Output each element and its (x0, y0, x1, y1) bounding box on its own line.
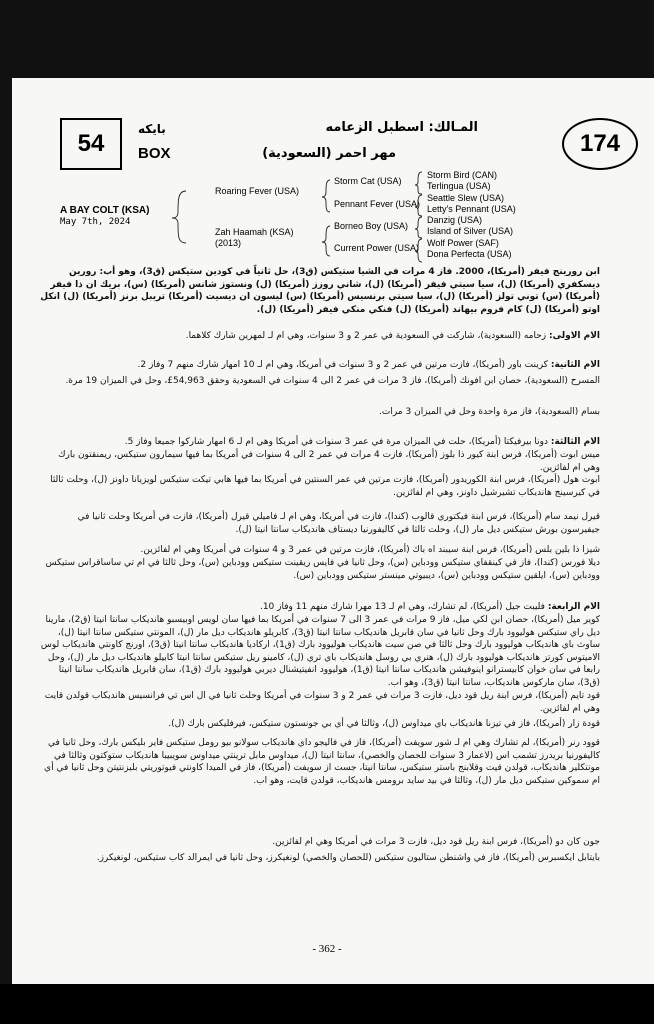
pedigree-g3-4: Letty's Pennant (USA) (427, 204, 516, 214)
pedigree-dam-dam: Current Power (USA) (334, 243, 420, 253)
pedigree-g3-1: Storm Bird (CAN) (427, 170, 498, 180)
box-label: BOX (138, 145, 171, 162)
pedigree-g3-3: Seattle Slew (USA) (427, 193, 505, 203)
third-dam-text: دونا بيرفيكتا (أمريكا)، حلت في الميزان مرة في عمر 3 سنوات في أمريكا وهي ام لـ 6 امهار شاركوا جميعا وفاز 5. (124, 437, 548, 447)
fourth-dam-produce-6: بايتابل ايكسبرس (أمريكا)، فاز في واشنطن ستاليون ستيكس (للحصان والخصي) لونغيكرز، وحل ثانيا في ايمرالد كاب ستيكس، لونغيكرز. (96, 853, 600, 863)
second-dam-produce-1: المسرح (السعودية)، حصان ابن افونك (أمريكا)، فاز 3 مرات في عمر 2 الى 4 سنوات في السعودية وحقق 54,963£، وحل في الميزان 19 مرة. (65, 376, 600, 386)
pedigree-g3-5: Danzig (USA) (427, 215, 483, 225)
second-dam-heading: الام الثانية: (550, 360, 600, 370)
pedigree-sire-dam: Pennant Fever (USA) (334, 199, 421, 209)
fourth-dam-produce-1: كوير ميل (أمريكا)، حصان ابن لكي ميل، فاز 9 مرات في عمر 3 الى 7 سنوات في أمريكا بما فيها سان لويس اوبيسبو هانديكاب سانتا انيتا (ق2)، مارينا ديل راي ستيكس هوليوود بارك وحل ثانيا في سان قابريل هانديكاب سانتا انيتا (ق3)، كابريلو هانديكاب ديل مار (ل)، المونتي ستيكس سانتا انيتا (ل)، ساوث باي هانديكاب هوليوود بارك وحل ثالثا في صن سيت هانديكاب هوليوود بارك (ق1)، اركاديا هانديكاب سانتا انيتا (ق3)، اورنج كاونتي هانديكاب لوس الاميتوس كورتز هانديكاب هوليوود بارك (ل)، هنري بي روسل هانديكاب باي تري (ل)، كامينو ريل ستيكس سانتا انيتا كابيلو هانديكاب ديل مار (ل)، وحل رابعا في سان خوان كابيسترانو اينوفيشن هانديكاب سانتا انيتا (ق1)، هوليوود انفيتيشنال ديربي هوليوود بارك (ق1)، سان قابريل هانديكاب سانتا انيتا (ق3)، سان ماركوس هانديكاب، سانتا انيتا (ق3)، وهو اب. (40, 615, 600, 688)
foaling-date: May 7th, 2024 (60, 217, 131, 227)
photo-bottom-edge (0, 984, 654, 1024)
owner-line: المـالك: اسطبل الزعامه (325, 120, 478, 135)
third-dam-produce-4: شيزا ذا بلين بلس (أمريكا)، فرس ابنة سيبند اه باك (أمريكا)، فازت مرتين في عمر 3 و 4 سنوات في أمريكا وهي ام لفائزين. (140, 545, 600, 555)
lot-number: 54 (77, 130, 105, 157)
third-dam-produce-5: ديلا فورس (كندا)، فاز في كينقفاي ستيكس وودباين (س)، وحل ثانيا في فايس ريقينت ستيكس وودباين (س)، وحل ثالثا في ام تي ساساقراس ستيكس وودباين (س)، ايلقين ستيكس وودباين (س)، ديبيوتي مينستر ستيكس وودباين (س). (45, 558, 600, 581)
pedigree-dam-sire: Borneo Boy (USA) (334, 221, 409, 231)
second-dam-paragraph (40, 359, 600, 372)
fourth-dam-produce-5: جون كان دو (أمريكا)، فرس ابنة ريل قود ديل، فازت 3 مرات في أمريكا وهي ام لفائزين. (272, 837, 600, 847)
third-dam-produce-1: ميس ابوت (أمريكا)، فرس ابنة كيور ذا بلوز (أمريكا)، فازت 4 مرات في عمر 2 الى 4 سنوات في أمريكا بما فيها سيمارون ستيكس، ريمنقتون بارك وهي ام لفائزين. (58, 450, 600, 473)
box-label-arabic: بايكه (138, 122, 166, 136)
horse-name: A BAY COLT (KSA) (60, 205, 150, 216)
pedigree-g3-2: Terlingua (USA) (427, 181, 491, 191)
second-dam-produce-2: بسام (السعودية)، فاز مرة واحدة وحل في الميزان 3 مرات. (379, 407, 600, 417)
page-number: - 362 - (312, 943, 342, 955)
fourth-dam-produce-3: قودة زار (أمريكا)، فاز في تيزنا هانديكاب باي ميداوس (ل)، وثالثا في أي بي جونستون ستيكس، فيرفليكس بارك (ل). (168, 719, 600, 729)
second-dam-text: كرينت باور (أمريكا)، فازت مرتين في عمر 2 و 3 سنوات في أمريكا، وهي ام لـ 10 امهار شارك منهم 7 وفاز 2. (137, 360, 548, 370)
fourth-dam-produce-2: قود تايم (أمريكا)، فرس ابنة ريل قود ديل، فازت 3 مرات في عمر 2 و 3 سنوات في أمريكا وحلت ثانيا في ال اس تي فرانسيس هانديكاب قولدن قايت وهي ام لفائزين. (44, 691, 600, 714)
colt-title-arabic: مهر احمر (السعودية) (262, 146, 396, 161)
pedigree-sire: Roaring Fever (USA) (215, 186, 300, 196)
sale-number: 174 (579, 130, 621, 157)
pedigree-g3-8: Dona Perfecta (USA) (427, 249, 512, 259)
pedigree-dam: Zah Haamah (KSA) (215, 227, 294, 237)
fourth-dam-produce-4: قوود رنر (أمريكا)، لم تشارك وهي ام لـ شور سويفت (أمريكا)، فاز في فاليجو داي هانديكاب سولانو بيو رومل ستيكس فاير بليكس بارك، وحل ثانيا في كاليفورنيا بريدرز تشمب اس (لاعمار 3 سنوات للحصان والخصي)، سانتا انيتا (ل)، ميداوس مابل ترينتي ميداوس سويبيبا هانديكاب ستوكتون وثالثا في مونتكلير هانديكاب، قولدن قيت وقلابنج باستر ستيكس، سانتا انيتا، جست از سويفت (أمريكا)، فاز في الميدا كاونتي فيوتوريتي بليزنتيتن وحل ثانيا في أي ام سموكين ستيكس ديل مار (ل)، وثالثا في بيد سايد برومس هانديكاب، قولدن قايت، وهو اب. (44, 738, 600, 786)
first-dam-paragraph (40, 330, 600, 343)
first-dam-heading: الام الاولى: (549, 331, 600, 341)
third-dam-heading: الام الثالثة: (550, 437, 600, 447)
pedigree-g3-7: Wolf Power (SAF) (427, 238, 499, 248)
sire-paragraph: ابن رورينج فيفر (أمريكا)، 2000. فاز 4 مرات في الشيا ستيكس (ق3)، حل ثانياً في كودين ستيكس (ق3)، وهو أب: رورين ديسكفري (أمريكا) (ل)، سيا سيتي فيفر (أمريكا) (ل)، شاني روزز (أمريكا) (ل) ونستوز شانس (أمريكا) (س)، بريك ان ذا فيفر (أمريكا) (س) توني تولز (أمريكا) (ل)، سيا سيتي برنسيس (أمريكا) (س) ليسون ان ديسيت (أمريكا) تريبل برنز (أمريكا) (ل) انكل اوتو (أمريكا) (ل) كام فروم بيهاند (أمريكا) (ل) فنكي منكي فيفر (أمريكا) (ل). (40, 267, 600, 315)
third-dam-paragraph (40, 436, 600, 449)
pedigree-brackets (0, 0, 654, 270)
fourth-dam-text: فليبت جيل (أمريكا)، لم تشارك، وهي ام لـ 13 مهرا شارك منهم 11 وفاز 10. (259, 602, 545, 612)
pedigree-dam-year: (2013) (215, 238, 242, 248)
pedigree-g3-6: Island of Silver (USA) (427, 226, 514, 236)
fourth-dam-paragraph (40, 601, 600, 614)
third-dam-produce-3: قيرل نيمد سام (أمريكا)، فرس ابنة فيكتوري قالوب (كندا)، فازت في أمريكا، وهي ام لـ فاميلي قيرل (أمريكا)، فازت في أمريكا وحلت ثانيا في جيفيرسون بورش ستيكس ديل مار (ل)، وحلت ثالثا في كاليفورنيا ديستاف هانديكاب سانتا انيتا (ل). (77, 512, 600, 535)
third-dam-produce-2: ابوت هول (أمريكا)، فرس ابنة الكوريدور (أمريكا)، فازت مرتين في عمر السنتين في أمريكا بما فيها هابي تيكت ستيكس لويزيانا داونز (ل)، وحلت ثالثا في كيرسينج هانديكاب تشيرشيل داونز، وهي ام لفائزين. (50, 475, 600, 498)
fourth-dam-heading: الام الرابعة: (547, 602, 600, 612)
pedigree-sire-sire: Storm Cat (USA) (334, 176, 402, 186)
first-dam-text: زحامه (السعودية)، شاركت في السعودية في عمر 2 و 3 سنوات، وهي ام لـ لمهرين شارك كلاهما. (185, 331, 547, 341)
